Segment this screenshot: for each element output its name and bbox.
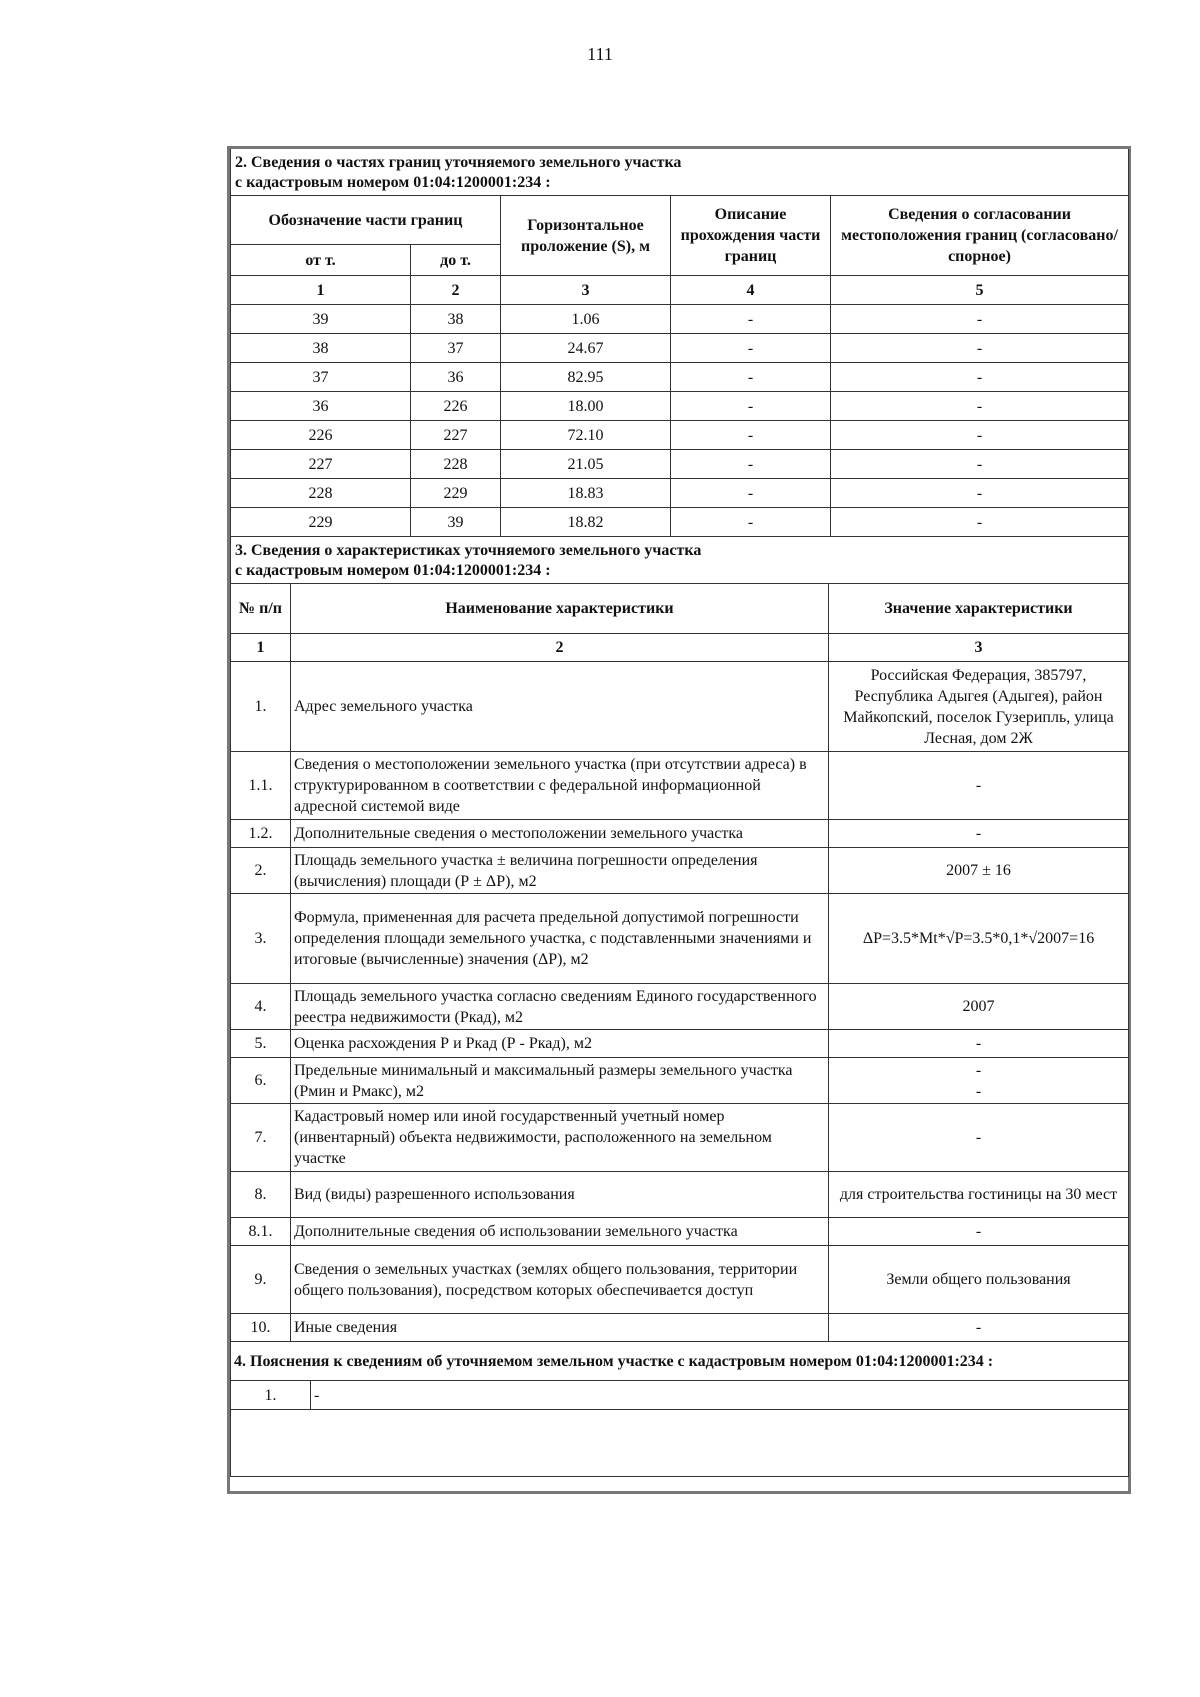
- table-row: [231, 392, 1129, 421]
- header-num: № п/п: [231, 584, 291, 634]
- table-row: [231, 1030, 1129, 1058]
- cell-agreement: -: [831, 479, 1129, 508]
- cell-value: Российская Федерация, 385797, Республика Адыгея (Адыгея), район Майкопский, поселок Гузерипль, улица Лесная, дом 2Ж: [829, 662, 1129, 752]
- cell-value: -: [829, 752, 1129, 820]
- blank-cell: [231, 1410, 1129, 1477]
- document-frame: [227, 146, 1131, 1494]
- table-row: [231, 363, 1129, 392]
- cell-value: -: [829, 1104, 1129, 1172]
- cell-num: 9.: [231, 1246, 291, 1314]
- table-row: [231, 1058, 1129, 1104]
- col-number: 5: [831, 276, 1129, 305]
- cell-value: Земли общего пользования: [829, 1246, 1129, 1314]
- cell-num: 2.: [231, 848, 291, 894]
- cell-horizontal: 18.00: [501, 392, 671, 421]
- cell-num: 4.: [231, 984, 291, 1030]
- cell-from: 36: [231, 392, 411, 421]
- table-row: [231, 752, 1129, 820]
- col-number: 1: [231, 634, 291, 662]
- cell-horizontal: 82.95: [501, 363, 671, 392]
- cell-description: -: [671, 334, 831, 363]
- cell-horizontal: 72.10: [501, 421, 671, 450]
- header-to: до т.: [411, 245, 501, 276]
- cell-name: Дополнительные сведения об использовании земельного участка: [291, 1218, 829, 1246]
- col-number: 4: [671, 276, 831, 305]
- cell-num: 1.: [231, 1381, 311, 1410]
- table-row: [231, 508, 1129, 537]
- col-number: 2: [291, 634, 829, 662]
- cell-name: Площадь земельного участка ± величина погрешности определения (вычисления) площади (Р ± ΔР), м2: [291, 848, 829, 894]
- cell-from: 37: [231, 363, 411, 392]
- table-row: [231, 984, 1129, 1030]
- cell-value: 2007 ± 16: [829, 848, 1129, 894]
- cell-description: -: [671, 479, 831, 508]
- cell-num: 6.: [231, 1058, 291, 1104]
- cell-agreement: -: [831, 392, 1129, 421]
- cell-horizontal: 18.82: [501, 508, 671, 537]
- cell-horizontal: 21.05: [501, 450, 671, 479]
- table-row: [231, 820, 1129, 848]
- cell-horizontal: 1.06: [501, 305, 671, 334]
- cell-num: 8.: [231, 1172, 291, 1218]
- col-number: 1: [231, 276, 411, 305]
- cell-name: Сведения о земельных участках (землях общего пользования, территории общего пользования), посредством которых обеспечивается доступ: [291, 1246, 829, 1314]
- cell-agreement: -: [831, 363, 1129, 392]
- cell-num: 7.: [231, 1104, 291, 1172]
- table-row: [231, 894, 1129, 984]
- section2-title-line1: 2. Сведения о частях границ уточняемого земельного участка: [235, 154, 682, 171]
- cell-name: Дополнительные сведения о местоположении земельного участка: [291, 820, 829, 848]
- header-part-designation: Обозначение части границ: [231, 196, 501, 245]
- table-row: [231, 479, 1129, 508]
- header-from: от т.: [231, 245, 411, 276]
- table-row: [231, 450, 1129, 479]
- cell-to: 228: [411, 450, 501, 479]
- cell-from: 227: [231, 450, 411, 479]
- cell-description: -: [671, 508, 831, 537]
- table-row: [231, 1246, 1129, 1314]
- cell-from: 38: [231, 334, 411, 363]
- header-description: Описание прохождения части границ: [671, 196, 831, 276]
- cell-value: -: [829, 820, 1129, 848]
- page-number: 111: [587, 44, 613, 64]
- cell-name: Площадь земельного участка согласно сведениям Единого государственного реестра недвижимости (Ркад), м2: [291, 984, 829, 1030]
- cell-name: Предельные минимальный и максимальный размеры земельного участка (Рмин и Рмакс), м2: [291, 1058, 829, 1104]
- cell-description: -: [671, 421, 831, 450]
- col-number: 3: [829, 634, 1129, 662]
- cell-to: 39: [411, 508, 501, 537]
- table-row: [231, 848, 1129, 894]
- cell-agreement: -: [831, 334, 1129, 363]
- cell-name: Сведения о местоположении земельного участка (при отсутствии адреса) в структурированном в соответствии с федеральной информационной адресной системой виде: [291, 752, 829, 820]
- col-number: 3: [501, 276, 671, 305]
- cell-agreement: -: [831, 421, 1129, 450]
- table-row: [231, 1314, 1129, 1342]
- table-row: [231, 421, 1129, 450]
- cell-value: -: [829, 1030, 1129, 1058]
- cell-description: -: [671, 305, 831, 334]
- cell-from: 226: [231, 421, 411, 450]
- cell-horizontal: 24.67: [501, 334, 671, 363]
- table-row: [231, 1218, 1129, 1246]
- cell-num: 1.1.: [231, 752, 291, 820]
- cell-num: 10.: [231, 1314, 291, 1342]
- cell-horizontal: 18.83: [501, 479, 671, 508]
- header-name: Наименование характеристики: [291, 584, 829, 634]
- cell-description: -: [671, 450, 831, 479]
- blank-row: [231, 1410, 1129, 1477]
- cell-agreement: -: [831, 508, 1129, 537]
- cell-value: для строительства гостиницы на 30 мест: [829, 1172, 1129, 1218]
- cell-to: 226: [411, 392, 501, 421]
- cell-name: Кадастровый номер или иной государственный учетный номер (инвентарный) объекта недвижимости, расположенного на земельном участке: [291, 1104, 829, 1172]
- cell-to: 36: [411, 363, 501, 392]
- header-agreement: Сведения о согласовании местоположения границ (согласовано/спорное): [831, 196, 1129, 276]
- table-row: [231, 1104, 1129, 1172]
- cell-from: 229: [231, 508, 411, 537]
- cell-value: - -: [829, 1058, 1129, 1104]
- cell-value: ΔP=3.5*Mt*√P=3.5*0,1*√2007=16: [829, 894, 1129, 984]
- cell-num: 1.2.: [231, 820, 291, 848]
- cell-value: 2007: [829, 984, 1129, 1030]
- table-row: [231, 662, 1129, 752]
- cell-from: 228: [231, 479, 411, 508]
- cell-description: -: [671, 363, 831, 392]
- cell-text: -: [311, 1381, 1129, 1410]
- header-value: Значение характеристики: [829, 584, 1129, 634]
- section2-table: [230, 149, 1129, 537]
- table-row: [231, 1172, 1129, 1218]
- cell-value: -: [829, 1314, 1129, 1342]
- cell-name: Оценка расхождения Р и Ркад (Р - Ркад), м2: [291, 1030, 829, 1058]
- section3-title-line1: 3. Сведения о характеристиках уточняемого земельного участка: [235, 542, 702, 559]
- cell-name: Формула, примененная для расчета предельной допустимой погрешности определения площади земельного участка, с подставленными значениями и итоговые (вычисленные) значения (ΔР), м2: [291, 894, 829, 984]
- table-row: [231, 1381, 1129, 1410]
- cell-name: Вид (виды) разрешенного использования: [291, 1172, 829, 1218]
- cell-to: 229: [411, 479, 501, 508]
- cell-to: 38: [411, 305, 501, 334]
- cell-num: 5.: [231, 1030, 291, 1058]
- cell-num: 3.: [231, 894, 291, 984]
- section3-table: [230, 537, 1129, 1342]
- header-horizontal: Горизонтальное проложение (S), м: [501, 196, 671, 276]
- section2-title-line2: с кадастровым номером 01:04:1200001:234 :: [235, 174, 551, 191]
- cell-num: 1.: [231, 662, 291, 752]
- section3-title-line2: с кадастровым номером 01:04:1200001:234 :: [235, 562, 551, 579]
- section4-title: 4. Пояснения к сведениям об уточняемом земельном участке с кадастровым номером 01:04:1200001:234 :: [231, 1342, 1129, 1381]
- cell-to: 227: [411, 421, 501, 450]
- section2-title: [231, 149, 1129, 196]
- col-number: 2: [411, 276, 501, 305]
- section3-title: [231, 537, 1129, 584]
- section4-table: [230, 1342, 1129, 1477]
- cell-value: -: [829, 1218, 1129, 1246]
- cell-agreement: -: [831, 305, 1129, 334]
- table-row: [231, 334, 1129, 363]
- cell-from: 39: [231, 305, 411, 334]
- cell-description: -: [671, 392, 831, 421]
- cell-to: 37: [411, 334, 501, 363]
- cell-name: Иные сведения: [291, 1314, 829, 1342]
- cell-num: 8.1.: [231, 1218, 291, 1246]
- cell-name: Адрес земельного участка: [291, 662, 829, 752]
- cell-agreement: -: [831, 450, 1129, 479]
- table-row: [231, 305, 1129, 334]
